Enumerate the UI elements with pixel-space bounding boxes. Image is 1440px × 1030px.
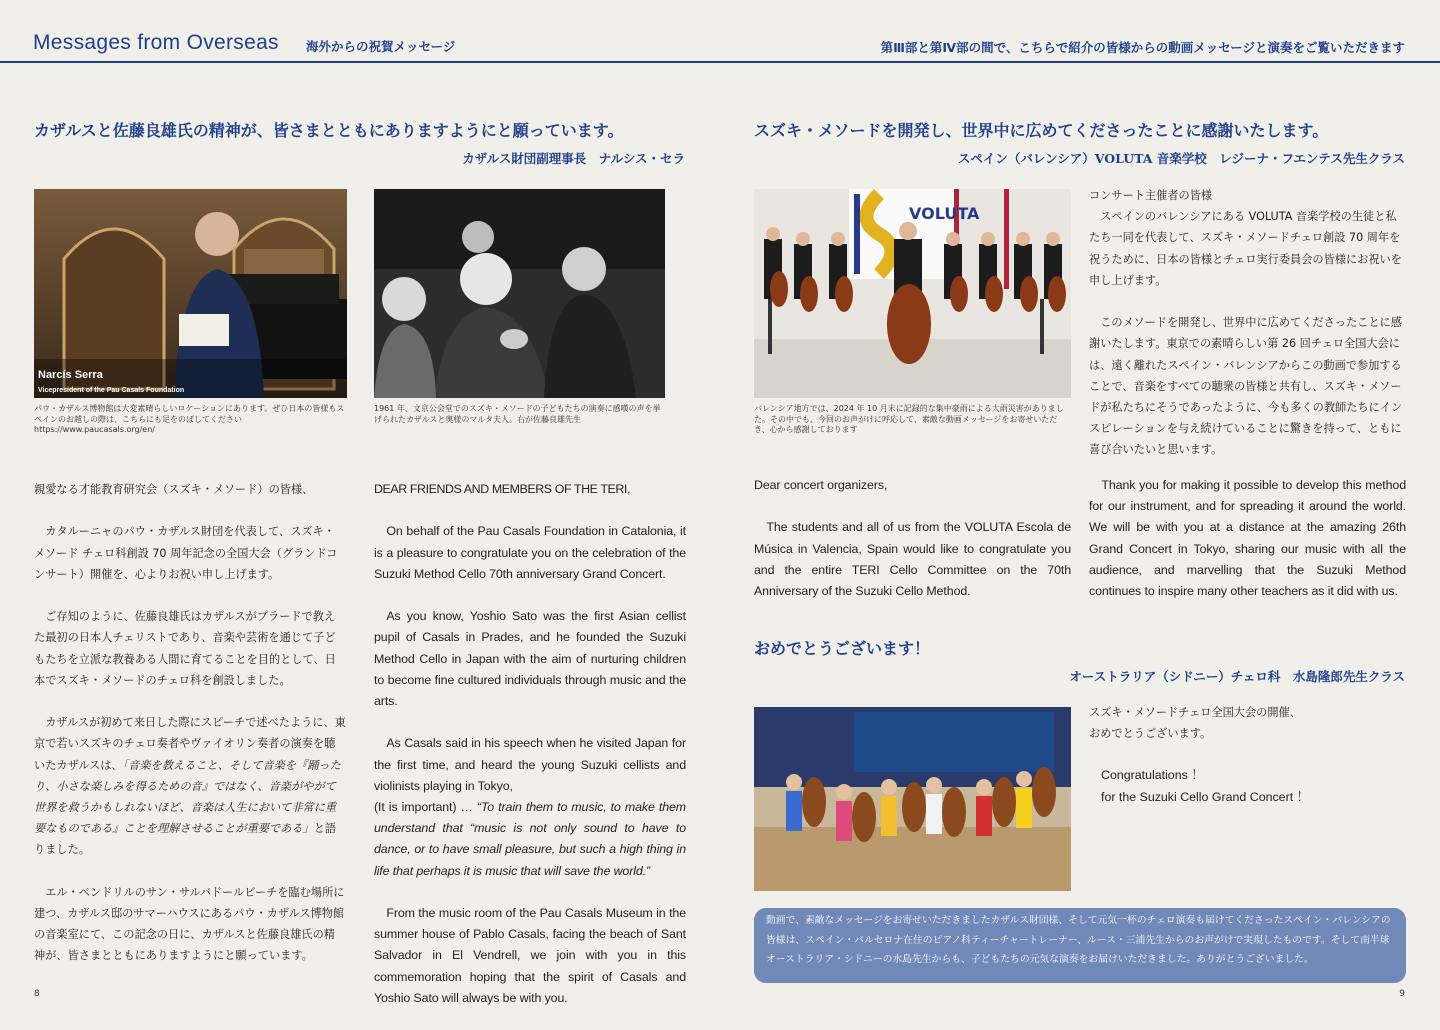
right-msg2: スズキ・メソードチェロ全国大会の開催、 おめでとうございます。 Congratulations ！ for the Suzuki Cello Grand Concert ！	[1089, 706, 1309, 804]
right-en-text-1: Dear concert organizers, The students and all of us from the VOLUTA Escola de Música in Valencia, Spain would like to congratulate you and the entire TERI Cello Committee on the 70th Anniversary of the Suzuki Cello Method.	[754, 478, 1071, 598]
photo-name-label: Narcís Serra	[38, 369, 103, 381]
page-number-right: 9	[1399, 989, 1405, 999]
foundation-url[interactable]: https://www.paucasals.org/en/	[34, 425, 155, 434]
photo-role-label: Vicepresident of the Pau Casals Foundation	[38, 387, 185, 394]
photo-narcis-serra	[34, 189, 347, 398]
right-jp-text: コンサート主催者の皆様 スペインのバレンシアにある VOLUTA 音楽学校の生徒と私たち一同を代表して、スズキ・メソードチェロ創設 70 周年を祝うために、日本の皆様とチェロ実行委員会の皆様にお祝いを申し上げます。 このメソードを開発し、世界中に広めてくださったことに感謝いたします。東京での素晴らしい第 26 回チェロ全国大会には、遠く離れたスペイン・バレンシアからこの動画で参加することで、音楽をすべての聴衆の皆様と共有し、スズキ・メソードが私たちにそうであったように、今も多くの教師たちにインスピレーションを与え続けていることに驚きを持って、ともに喜び合いたいと思います。	[1089, 189, 1403, 457]
page-title: Messages from Overseas	[33, 31, 279, 54]
photo3-caption: バレンシア地方では、2024 年 10 月末に記録的な集中豪雨による大雨災害がありました。その中でも、今回のお声がけに呼応して、素敵な動画メッセージをお寄せいただき、心から感謝しております	[754, 404, 1064, 434]
right-en-text-2: Thank you for making it possible to develop this method for our instrument, and for spreading it around the world. We will be with you at a distance at the amazing 26th Grand Concert in Tokyo, sharing our music with all the audience, and marvelling that the Suzuki Method continues to inspire many other teachers as it did with us.	[1089, 478, 1406, 599]
voluta-sign: VOLUTA	[909, 204, 980, 223]
photo-sydney-students	[754, 707, 1071, 891]
left-jp-text: 親愛なる才能教育研究会（スズキ・メソード）の皆様、 カタルーニャのパウ・カザルス財団を代表して、スズキ・メソード チェロ科創設 70 周年記念の全国大会（グランドコンサート）開催を、心よりお祝い申し上げます。 ご存知のように、佐藤良雄氏はカザルスがプラードで教えた最初の日本人チェリストであり、音楽や芸術を通じて子どもたちを立派な教養ある人間に育てることを目的として、日本でスズキ・メソードのチェロ科を創設しました。 カザルスが初めて来日した際にスピーチで述べたように、東京で若いスズキのチェロ奏者やヴァイオリン奏者の演奏を聴いたカザルスは、「音楽を教えること、そして音楽を『踊ったり、小さな楽しみを得るための音』ではなく、音楽がやがて世界を救うかもしれないほど、音楽は人生において非常に重要なものである』ことを理解させることが重要である」と語りました。 エル・ベンドリルのサン・サルバドールビーチを臨む場所に建つ、カザルス邸のサマーハウスにあるパウ・カザルス博物館の音楽室にて、この記念の日に、カザルスと佐藤良雄氏の精神が、皆さまとともにありますようにと願っています。	[34, 483, 346, 963]
right-author-2: オーストラリア（シドニー）チェロ科 水島隆郎先生クラス	[1069, 669, 1405, 684]
header-rule	[0, 61, 1440, 63]
left-heading: カザルスと佐藤良雄氏の精神が、皆さまとともにありますようにと願っています。	[34, 121, 624, 140]
photo2-caption: 1961 年、文京公会堂でのスズキ・メソードの子どもたちの演奏に感嘆の声を挙げられたカザルスと奥様のマルタ夫人。右が佐藤良雄先生	[374, 404, 661, 424]
page-number-left: 8	[34, 989, 40, 999]
right-heading: スズキ・メソードを開発し、世界中に広めてくださったことに感謝いたします。	[754, 121, 1329, 140]
left-en-text: DEAR FRIENDS AND MEMBERS OF THE TERI, On behalf of the Pau Casals Foundation in Catalonia, it is a pleasure to congratulate you on the celebration of the Suzuki Method Cello 70th anniversary Grand Concert. As you know, Yoshio Sato was the first Asian cellist pupil of Casals in Prades, and he founded the Suzuki Method Cello in Japan with the aim of nurturing children to become fine cultured individuals through music and the arts. As Casals said in his speech when he visited Japan for the first time, and heard the young Suzuki cellists and violinists playing in Tokyo, (It is important) … “To train them to music, to make them understand that “music is not only sound to have to dance, or to have small pleasure, but such a high thing in life that perhaps it is music that will save the world.” From the music room of the Pau Casals Museum in the summer house of Pablo Casals, facing the beach of Sant Salvador in El Vendrell, we join with you in this commemoration hoping that the spirit of Casals and Yoshio Sato will always be with you.	[374, 482, 686, 1005]
photo1-caption: パウ・カザルス博物館は大変素晴らしいロケーションにあります。ぜひ日本の皆様もスペインのお越しの際は、こちらにも足をのばしてください https://www.paucasals.org/en/	[34, 404, 345, 434]
right-author: スペイン（バレンシア）VOLUTA 音楽学校 レジーナ・フエンテス先生クラス	[957, 151, 1405, 166]
photo-voluta-students	[754, 189, 1071, 398]
page-subtitle: 海外からの祝賀メッセージ	[306, 39, 456, 54]
left-author: カザルス財団副理事長 ナルシス・セラ	[462, 151, 685, 166]
right-heading-2: おめでとうございます！	[754, 639, 931, 658]
photo-casals-1961	[374, 189, 665, 398]
header-note: 第Ⅲ部と第Ⅳ部の間で、こちらで紹介の皆様からの動画メッセージと演奏をご覧いただきます	[880, 40, 1405, 55]
thanks-note-box: 動画で、素敵なメッセージをお寄せいただきましたカザルス財団様、そして元気一杯のチェロ演奏も届けてくださったスペイン・バレンシアの皆様は、スペイン・バルセロナ在住のピアノ科ティーチャートレーナー、ルース・三浦先生からのお声がけで実現したものです。そして南半球オーストラリア・シドニーの水島先生からも、子どもたちの元気な演奏をお届けいただきました。ありがとうございました。	[754, 908, 1406, 983]
